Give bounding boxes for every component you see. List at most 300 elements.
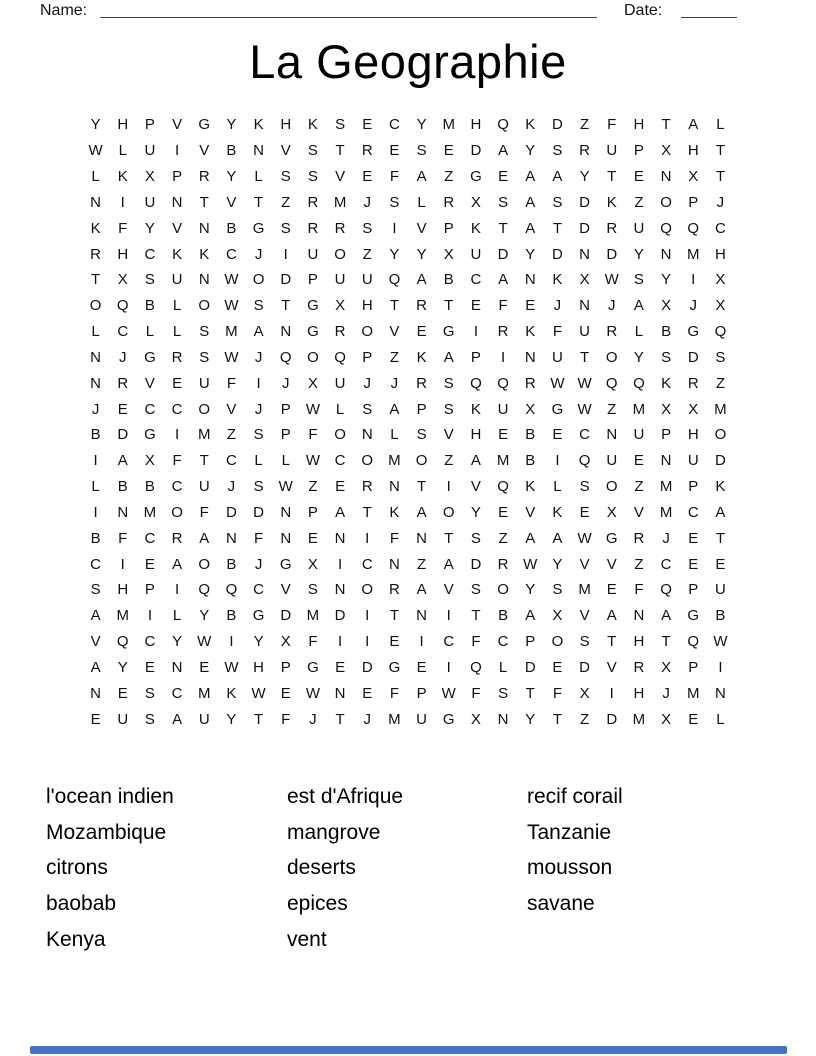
grid-letter: N [280, 529, 292, 547]
grid-letter: O [415, 452, 428, 470]
footer-bar [30, 1046, 787, 1054]
grid-letter: Y [661, 271, 672, 289]
grid-letter: X [117, 271, 128, 289]
grid-letter: E [389, 633, 400, 651]
grid-letter: W [305, 452, 320, 470]
grid-letter: Y [117, 658, 128, 676]
grid-letter: K [90, 219, 101, 237]
grid-letter: J [118, 348, 127, 366]
grid-letter: Q [116, 633, 129, 651]
grid-letter: E [498, 503, 509, 521]
grid-letter: X [307, 374, 318, 392]
grid-letter: F [498, 297, 508, 315]
grid-letter: C [171, 400, 183, 418]
grid-letter: N [90, 684, 101, 702]
grid-letter: Z [416, 555, 427, 573]
grid-letter: X [579, 271, 590, 289]
grid-letter: R [198, 168, 210, 186]
grid-letter: O [334, 426, 346, 444]
grid-letter: E [470, 297, 481, 315]
grid-letter: Q [497, 374, 509, 392]
grid-letter: M [632, 710, 646, 728]
grid-letter: H [633, 633, 645, 651]
grid-letter: O [605, 478, 618, 496]
grid-letter: C [714, 219, 726, 237]
word-item: l'ocean indien [46, 785, 174, 808]
date-blank-line [681, 17, 737, 18]
grid-letter: F [552, 323, 562, 341]
grid-letter: J [363, 193, 371, 211]
grid-letter: D [551, 245, 563, 263]
grid-letter: A [416, 503, 427, 521]
grid-letter: E [117, 684, 128, 702]
grid-letter: H [470, 426, 482, 444]
grid-letter: H [280, 116, 292, 134]
grid-letter: P [688, 193, 699, 211]
grid-letter: W [251, 684, 266, 702]
grid-letter: N [660, 245, 672, 263]
grid-letter: N [714, 684, 726, 702]
grid-letter: Y [579, 168, 590, 186]
grid-letter: V [172, 219, 183, 237]
grid-letter: V [280, 581, 291, 599]
grid-letter: H [117, 116, 129, 134]
grid-letter: R [524, 374, 536, 392]
grid-letter: X [552, 607, 563, 625]
grid-letter: Z [362, 245, 372, 263]
grid-letter: J [716, 193, 725, 211]
grid-letter: X [606, 503, 617, 521]
grid-letter: N [660, 168, 672, 186]
grid-letter: S [470, 581, 481, 599]
grid-letter: T [661, 633, 671, 651]
grid-letter: N [388, 478, 400, 496]
grid-letter: H [117, 245, 129, 263]
grid-letter: A [552, 529, 563, 547]
grid-letter: K [525, 116, 536, 134]
grid-letter: A [90, 607, 101, 625]
grid-letter: O [361, 452, 374, 470]
grid-letter: X [661, 400, 672, 418]
grid-letter: G [198, 116, 211, 134]
grid-letter: O [307, 348, 319, 366]
grid-letter: F [281, 710, 291, 728]
grid-letter: D [225, 503, 237, 521]
grid-letter: F [552, 684, 562, 702]
grid-letter: V [416, 219, 427, 237]
grid-letter: T [661, 116, 671, 134]
grid-letter: C [225, 245, 237, 263]
grid-letter: S [253, 426, 264, 444]
grid-letter: D [579, 193, 590, 211]
grid-letter: O [334, 245, 346, 263]
grid-letter: I [120, 555, 125, 573]
grid-letter: E [362, 684, 373, 702]
grid-letter: Y [389, 245, 400, 263]
grid-letter: F [118, 219, 128, 237]
grid-letter: S [280, 219, 291, 237]
name-label: Name: [40, 2, 88, 19]
grid-letter: M [686, 684, 700, 702]
grid-letter: N [524, 348, 536, 366]
grid-letter: C [443, 633, 455, 651]
grid-letter: C [470, 271, 482, 289]
grid-letter: I [365, 607, 370, 625]
grid-letter: A [253, 323, 264, 341]
grid-letter: A [172, 555, 183, 573]
grid-letter: I [718, 658, 723, 676]
grid-letter: T [552, 219, 562, 237]
grid-letter: U [198, 710, 210, 728]
grid-letter: U [307, 245, 319, 263]
grid-letter: W [577, 529, 592, 547]
date-label: Date: [624, 2, 663, 19]
grid-letter: L [118, 142, 127, 160]
grid-letter: J [390, 374, 399, 392]
grid-letter: I [93, 503, 98, 521]
grid-letter: N [198, 271, 210, 289]
grid-letter: L [335, 400, 345, 418]
grid-letter: Y [90, 116, 101, 134]
grid-letter: T [552, 710, 562, 728]
grid-letter: D [606, 710, 618, 728]
grid-letter: W [713, 633, 728, 651]
word-item: Tanzanie [527, 820, 612, 844]
grid-letter: W [88, 142, 103, 160]
word-bank [46, 779, 623, 958]
grid-letter: R [307, 219, 319, 237]
grid-letter: V [606, 658, 617, 676]
grid-letter: O [198, 400, 211, 418]
grid-letter: U [144, 142, 156, 160]
grid-letter: A [661, 607, 672, 625]
grid-letter: H [687, 142, 699, 160]
grid-letter: O [714, 426, 727, 444]
grid-letter: L [91, 478, 100, 496]
grid-letter: W [305, 684, 320, 702]
grid-letter: Q [388, 271, 401, 289]
grid-letter: N [579, 297, 590, 315]
grid-letter: H [633, 684, 645, 702]
grid-letter: E [525, 297, 536, 315]
grid-letter: C [90, 555, 101, 573]
grid-letter: W [278, 478, 293, 496]
grid-letter: L [145, 323, 155, 341]
grid-letter: N [334, 529, 346, 547]
grid-letter: H [633, 116, 645, 134]
grid-letter: S [307, 142, 318, 160]
grid-letter: M [306, 607, 320, 625]
grid-letter: V [226, 400, 237, 418]
grid-letter: S [362, 219, 373, 237]
grid-letter: G [144, 426, 156, 444]
grid-letter: K [226, 684, 237, 702]
grid-letter: B [144, 297, 155, 315]
grid-letter: I [229, 633, 234, 651]
grid-letter: Z [579, 116, 590, 134]
grid-letter: P [280, 426, 291, 444]
grid-letter: J [553, 297, 562, 315]
grid-letter: P [688, 581, 699, 599]
grid-letter: V [90, 633, 101, 651]
grid-letter: S [552, 142, 563, 160]
grid-letter: Z [226, 426, 236, 444]
grid-letter: U [497, 400, 509, 418]
grid-letter: E [362, 168, 373, 186]
grid-letter: A [552, 168, 563, 186]
grid-letter: Z [389, 348, 399, 366]
grid-letter: W [224, 348, 239, 366]
grid-letter: L [390, 426, 399, 444]
grid-letter: A [715, 503, 726, 521]
grid-letter: P [280, 400, 291, 418]
grid-letter: S [416, 426, 427, 444]
grid-letter: I [446, 478, 451, 496]
grid-letter: Z [498, 529, 508, 547]
grid-letter: N [117, 503, 129, 521]
grid-letter: N [579, 245, 590, 263]
grid-letter: J [662, 684, 670, 702]
grid-letter: F [389, 684, 399, 702]
grid-letter: B [226, 219, 237, 237]
grid-letter: B [226, 607, 237, 625]
grid-letter: F [389, 529, 399, 547]
grid-letter: T [444, 297, 454, 315]
grid-letter: S [661, 348, 672, 366]
grid-letter: K [199, 245, 210, 263]
grid-letter: V [280, 142, 291, 160]
grid-letter: B [144, 478, 155, 496]
grid-letter: M [442, 116, 455, 134]
grid-letter: D [117, 426, 129, 444]
grid-letter: O [89, 297, 102, 315]
grid-letter: E [688, 710, 699, 728]
grid-letter: P [280, 658, 291, 676]
grid-letter: L [281, 452, 290, 470]
grid-letter: E [117, 400, 128, 418]
grid-letter: T [525, 684, 535, 702]
grid-letter: S [144, 684, 155, 702]
grid-letter: V [199, 142, 210, 160]
grid-letter: O [252, 271, 265, 289]
word-item: citrons [46, 856, 108, 880]
grid-letter: K [172, 245, 183, 263]
grid-letter: W [305, 400, 320, 418]
grid-letter: N [416, 529, 427, 547]
grid-letter: S [253, 478, 264, 496]
grid-letter: I [337, 633, 343, 651]
grid-letter: P [144, 116, 155, 134]
grid-letter: D [470, 142, 482, 160]
grid-letter: S [579, 478, 590, 496]
grid-letter: L [716, 116, 725, 134]
grid-letter: Q [687, 633, 700, 651]
grid-letter: O [497, 581, 509, 599]
grid-letter: F [308, 633, 318, 651]
grid-letter: O [551, 633, 564, 651]
grid-letter: U [551, 348, 563, 366]
grid-letter: L [417, 193, 426, 211]
grid-letter: C [144, 633, 156, 651]
grid-letter: L [254, 168, 263, 186]
grid-letter: Q [660, 581, 672, 599]
grid-letter: A [525, 529, 536, 547]
grid-letter: D [470, 555, 482, 573]
grid-letter: S [335, 116, 346, 134]
grid-letter: D [606, 245, 618, 263]
grid-letter: R [334, 323, 346, 341]
grid-letter: N [524, 271, 536, 289]
grid-letter: W [224, 271, 239, 289]
grid-letter: G [144, 348, 156, 366]
grid-letter: E [144, 658, 155, 676]
grid-letter: M [632, 400, 646, 418]
grid-letter: I [337, 555, 343, 573]
grid-letter: M [388, 710, 401, 728]
grid-letter: E [688, 529, 699, 547]
grid-letter: R [606, 323, 618, 341]
grid-letter: R [361, 142, 373, 160]
grid-letter: U [171, 271, 183, 289]
grid-letter: D [714, 452, 726, 470]
grid-letter: S [90, 581, 101, 599]
grid-letter: X [661, 658, 672, 676]
grid-letter: C [144, 400, 156, 418]
grid-letter: G [307, 658, 319, 676]
grid-letter: R [171, 529, 183, 547]
grid-letter: N [90, 193, 101, 211]
grid-letter: Q [687, 219, 700, 237]
grid-letter: Q [714, 323, 727, 341]
grid-letter: N [633, 607, 645, 625]
grid-letter: F [607, 116, 617, 134]
grid-letter: N [497, 710, 509, 728]
grid-letter: I [473, 323, 478, 341]
grid-letter: B [90, 426, 101, 444]
grid-letter: Y [633, 245, 644, 263]
grid-letter: B [90, 529, 101, 547]
grid-letter: I [419, 633, 424, 651]
grid-letter: E [307, 529, 318, 547]
grid-letter: L [172, 607, 182, 625]
grid-letter: Y [552, 555, 563, 573]
grid-letter: A [688, 116, 699, 134]
grid-letter: R [117, 374, 129, 392]
grid-letter: Q [497, 478, 509, 496]
grid-letter: I [93, 452, 98, 470]
grid-letter: U [470, 245, 482, 263]
grid-letter: X [335, 297, 346, 315]
grid-letter: A [416, 168, 427, 186]
grid-letter: A [389, 400, 400, 418]
word-item: Kenya [46, 927, 106, 951]
grid-letter: U [714, 581, 726, 599]
grid-letter: U [606, 452, 618, 470]
grid-letter: S [552, 581, 563, 599]
grid-letter: P [307, 271, 318, 289]
grid-letter: Q [497, 116, 509, 134]
grid-letter: S [199, 348, 210, 366]
grid-letter: S [362, 400, 373, 418]
word-item: mangrove [287, 820, 381, 844]
grid-letter: J [91, 400, 100, 418]
grid-letter: X [661, 297, 672, 315]
grid-letter: D [579, 219, 590, 237]
grid-letter: L [716, 710, 725, 728]
grid-letter: P [470, 348, 481, 366]
grid-letter: M [116, 607, 129, 625]
grid-letter: J [363, 710, 371, 728]
grid-letter: A [416, 581, 427, 599]
grid-letter: V [579, 555, 590, 573]
grid-letter: K [470, 219, 481, 237]
grid-letter: J [254, 245, 263, 263]
grid-letter: A [498, 142, 509, 160]
grid-letter: K [552, 271, 563, 289]
grid-letter: C [144, 245, 156, 263]
grid-letter: E [389, 142, 400, 160]
grid-letter: E [498, 168, 509, 186]
grid-letter: G [307, 323, 319, 341]
grid-letter: H [470, 116, 482, 134]
grid-letter: J [281, 374, 290, 392]
grid-letter: E [579, 503, 590, 521]
grid-letter: T [715, 168, 725, 186]
grid-letter: H [714, 245, 726, 263]
grid-letter: R [579, 142, 590, 160]
grid-letter: L [91, 168, 100, 186]
grid-letter: F [634, 581, 644, 599]
grid-letter: R [361, 478, 373, 496]
grid-letter: M [197, 426, 211, 444]
grid-letter: L [498, 658, 508, 676]
grid-letter: V [172, 116, 183, 134]
grid-letter: S [199, 323, 210, 341]
grid-letter: P [661, 426, 672, 444]
grid-letter: E [172, 374, 183, 392]
grid-letter: G [252, 607, 265, 625]
grid-letter: N [334, 684, 346, 702]
grid-letter: Z [579, 710, 590, 728]
word-item: deserts [287, 856, 356, 880]
grid-letter: F [389, 168, 399, 186]
grid-letter: I [147, 607, 152, 625]
grid-letter: T [335, 710, 345, 728]
grid-letter: A [498, 271, 509, 289]
grid-letter: W [224, 297, 239, 315]
grid-letter: C [225, 452, 237, 470]
grid-letter: I [174, 426, 180, 444]
grid-letter: F [308, 426, 318, 444]
grid-letter: T [335, 142, 345, 160]
grid-letter: F [172, 452, 182, 470]
grid-letter: G [470, 168, 482, 186]
grid-letter: B [498, 607, 509, 625]
grid-letter: X [443, 245, 454, 263]
grid-letter: Y [226, 710, 237, 728]
grid-letter: T [498, 219, 508, 237]
grid-letter: U [606, 142, 618, 160]
grid-letter: T [715, 142, 725, 160]
word-item: mousson [527, 856, 613, 880]
grid-letter: E [335, 478, 346, 496]
grid-letter: W [604, 271, 619, 289]
grid-letter: N [388, 555, 400, 573]
grid-letter: Y [416, 116, 427, 134]
grid-letter: D [497, 245, 509, 263]
grid-letter: R [633, 658, 645, 676]
grid-letter: I [365, 529, 370, 547]
